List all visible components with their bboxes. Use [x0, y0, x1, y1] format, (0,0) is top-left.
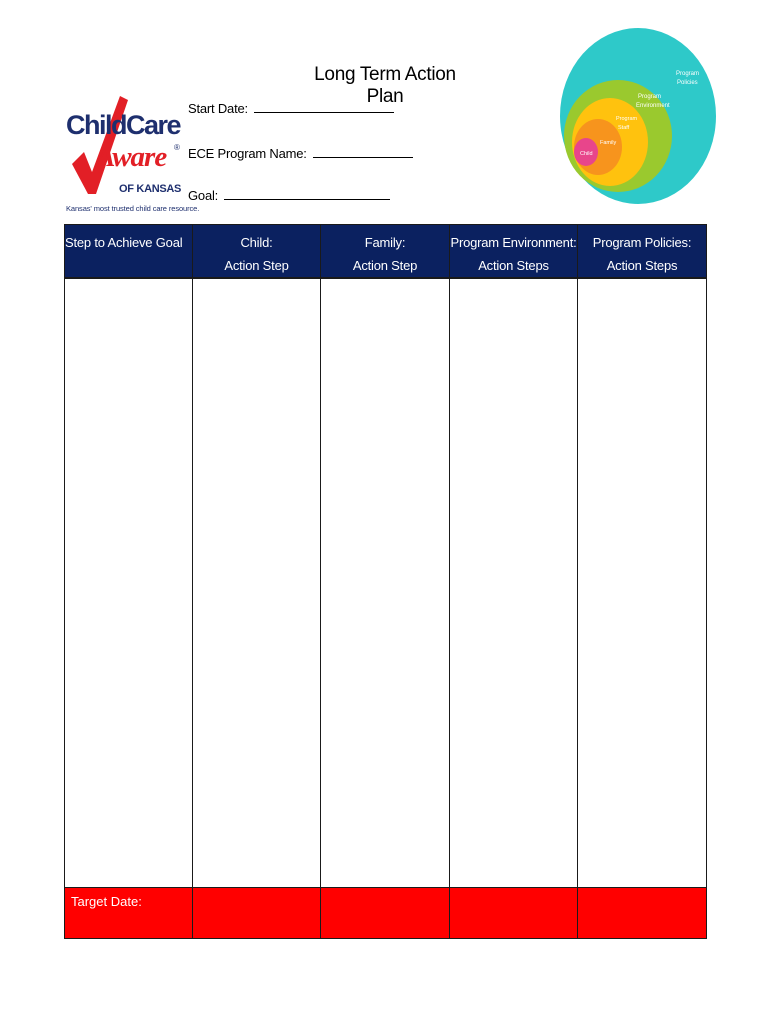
target-date-program-policies-cell[interactable]: [578, 888, 707, 939]
label-program-environment-2: Environment: [636, 103, 670, 109]
ece-program-name-line[interactable]: [313, 145, 413, 158]
family-action-step-cell[interactable]: [321, 278, 450, 888]
goal-field[interactable]: [188, 187, 390, 203]
table-header-row: [65, 225, 707, 279]
ece-program-name-field[interactable]: [188, 145, 413, 161]
target-date-label: Target Date:: [65, 888, 193, 939]
child-action-step-cell[interactable]: [193, 278, 321, 888]
logo-tagline: Kansas' most trusted child care resource.: [66, 204, 200, 213]
action-plan-table: [64, 224, 707, 939]
start-date-line[interactable]: [254, 100, 394, 113]
document-title: Long Term Action Plan: [314, 64, 456, 107]
header-program-policies-action-steps: Program Policies: Action Steps: [578, 225, 707, 279]
header-child-action-step: Child: Action Step: [193, 225, 321, 279]
label-program-environment-1: Program: [638, 94, 662, 100]
label-program-staff-1: Program: [616, 116, 638, 122]
step-to-achieve-goal-cell[interactable]: [65, 278, 193, 888]
label-program-policies-1: Program: [676, 71, 700, 77]
logo-registered: ®: [174, 143, 180, 152]
target-date-program-environment-cell[interactable]: [450, 888, 578, 939]
start-date-field[interactable]: [188, 100, 394, 116]
goal-line[interactable]: [224, 187, 390, 200]
logo-line3: OF KANSAS: [119, 183, 182, 195]
label-program-policies-2: Policies: [677, 80, 698, 86]
goal-label: Goal:: [188, 188, 219, 203]
program-policies-action-steps-cell[interactable]: [578, 278, 707, 888]
header-step-to-achieve-goal: Step to Achieve Goal: [65, 225, 193, 279]
childcare-aware-logo: [62, 94, 186, 216]
target-date-row: [65, 888, 707, 939]
target-date-family-cell[interactable]: [321, 888, 450, 939]
program-environment-action-steps-cell[interactable]: [450, 278, 578, 888]
label-program-staff-2: Staff: [618, 125, 630, 131]
label-family: Family: [600, 140, 617, 146]
ecological-rings-diagram: [560, 28, 716, 204]
target-date-child-cell[interactable]: [193, 888, 321, 939]
table-body-row: [65, 278, 707, 888]
label-child: Child: [580, 151, 593, 157]
logo-line2: Aware: [96, 141, 167, 173]
ece-program-name-label: ECE Program Name:: [188, 146, 307, 161]
start-date-label: Start Date:: [188, 101, 248, 116]
logo-line1: ChildCare: [66, 110, 181, 140]
header-family-action-step: Family: Action Step: [321, 225, 450, 279]
header-program-environment-action-steps: Program Environment: Action Steps: [450, 225, 578, 279]
